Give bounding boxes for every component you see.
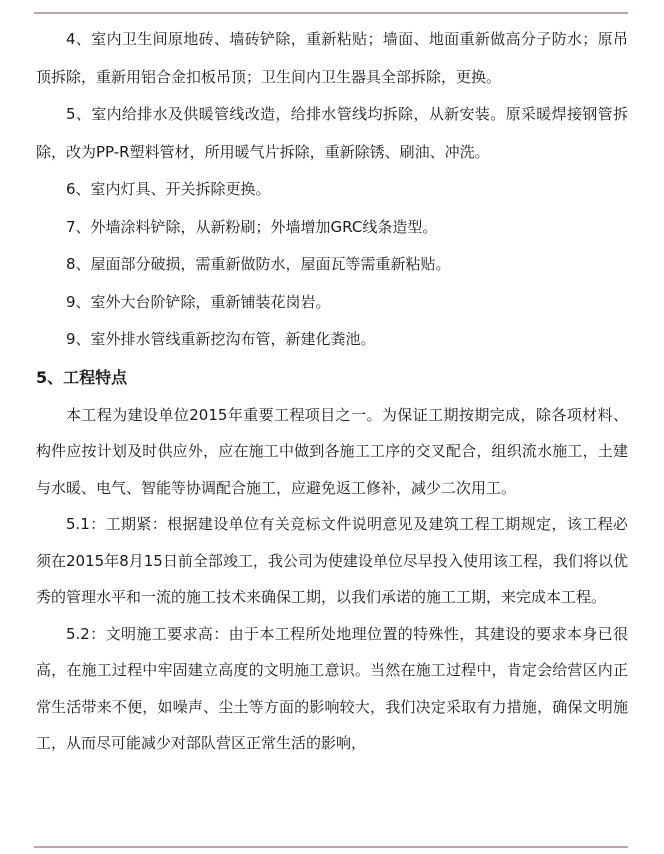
list-item-9b: 9、室外排水管线重新挖沟布管，新建化粪池。 [66,330,376,348]
section-heading: 5、工程特点 [36,367,128,387]
page-bottom-rule [34,846,628,848]
list-item-7: 7、外墙涂料铲除，从新粉刷；外墙增加GRC线条造型。 [66,217,438,236]
list-item-5: 5、室内给排水及供暖管线改造，给排水管线均拆除，从新安装。原采暖焊接钢管拆除，改为PP-R塑料管材，所用暖气片拆除，重新除锈、刷油、冲洗。 [36,105,628,161]
list-item-4: 4、室内卫生间原地砖、墙砖铲除，重新粘贴；墙面、地面重新做高分子防水；原吊顶拆除，重新用铝合金扣板吊顶；卫生间内卫生器具全部拆除，更换。 [36,30,628,86]
point-5-2-paragraph: 5.2：文明施工要求高：由于本工程所处地理位置的特殊性，其建设的要求本身已很高，在施工过程中牢固建立高度的文明施工意识。当然在施工过程中，肯定会给营区内正常生活带来不便，如噪声、尘土等方面的影响较大，我们决定采取有力措施，确保文明施工，从而尽可能减少对部队营区正常生活的影响， [36,624,628,752]
point-5-1-paragraph: 5.1：工期紧：根据建设单位有关竞标文件说明意见及建筑工程工期规定，该工程必须在2015年8月15日前全部竣工，我公司为使建设单位尽早投入使用该工程，我们将以优秀的管理水平和一流的施工技术来确保工期，以我们承诺的施工工期，来完成本工程。 [36,515,628,606]
list-item-6: 6、室内灯具、开关拆除更换。 [66,180,271,198]
list-item-8: 8、屋面部分破损，需重新做防水，屋面瓦等需重新粘贴。 [66,255,451,273]
intro-paragraph: 本工程为建设单位2015年重要工程项目之一。为保证工期按期完成，除各项材料、构件应按计划及时供应外，应在施工中做到各施工工序的交叉配合，组织流水施工，土建与水暖、电气、智能等协调配合施工，应避免返工修补，减少二次用工。 [36,405,628,497]
list-item-9a: 9、室外大台阶铲除，重新铺装花岗岩。 [66,292,331,311]
page-top-rule [34,12,628,14]
document-body [36,21,628,762]
